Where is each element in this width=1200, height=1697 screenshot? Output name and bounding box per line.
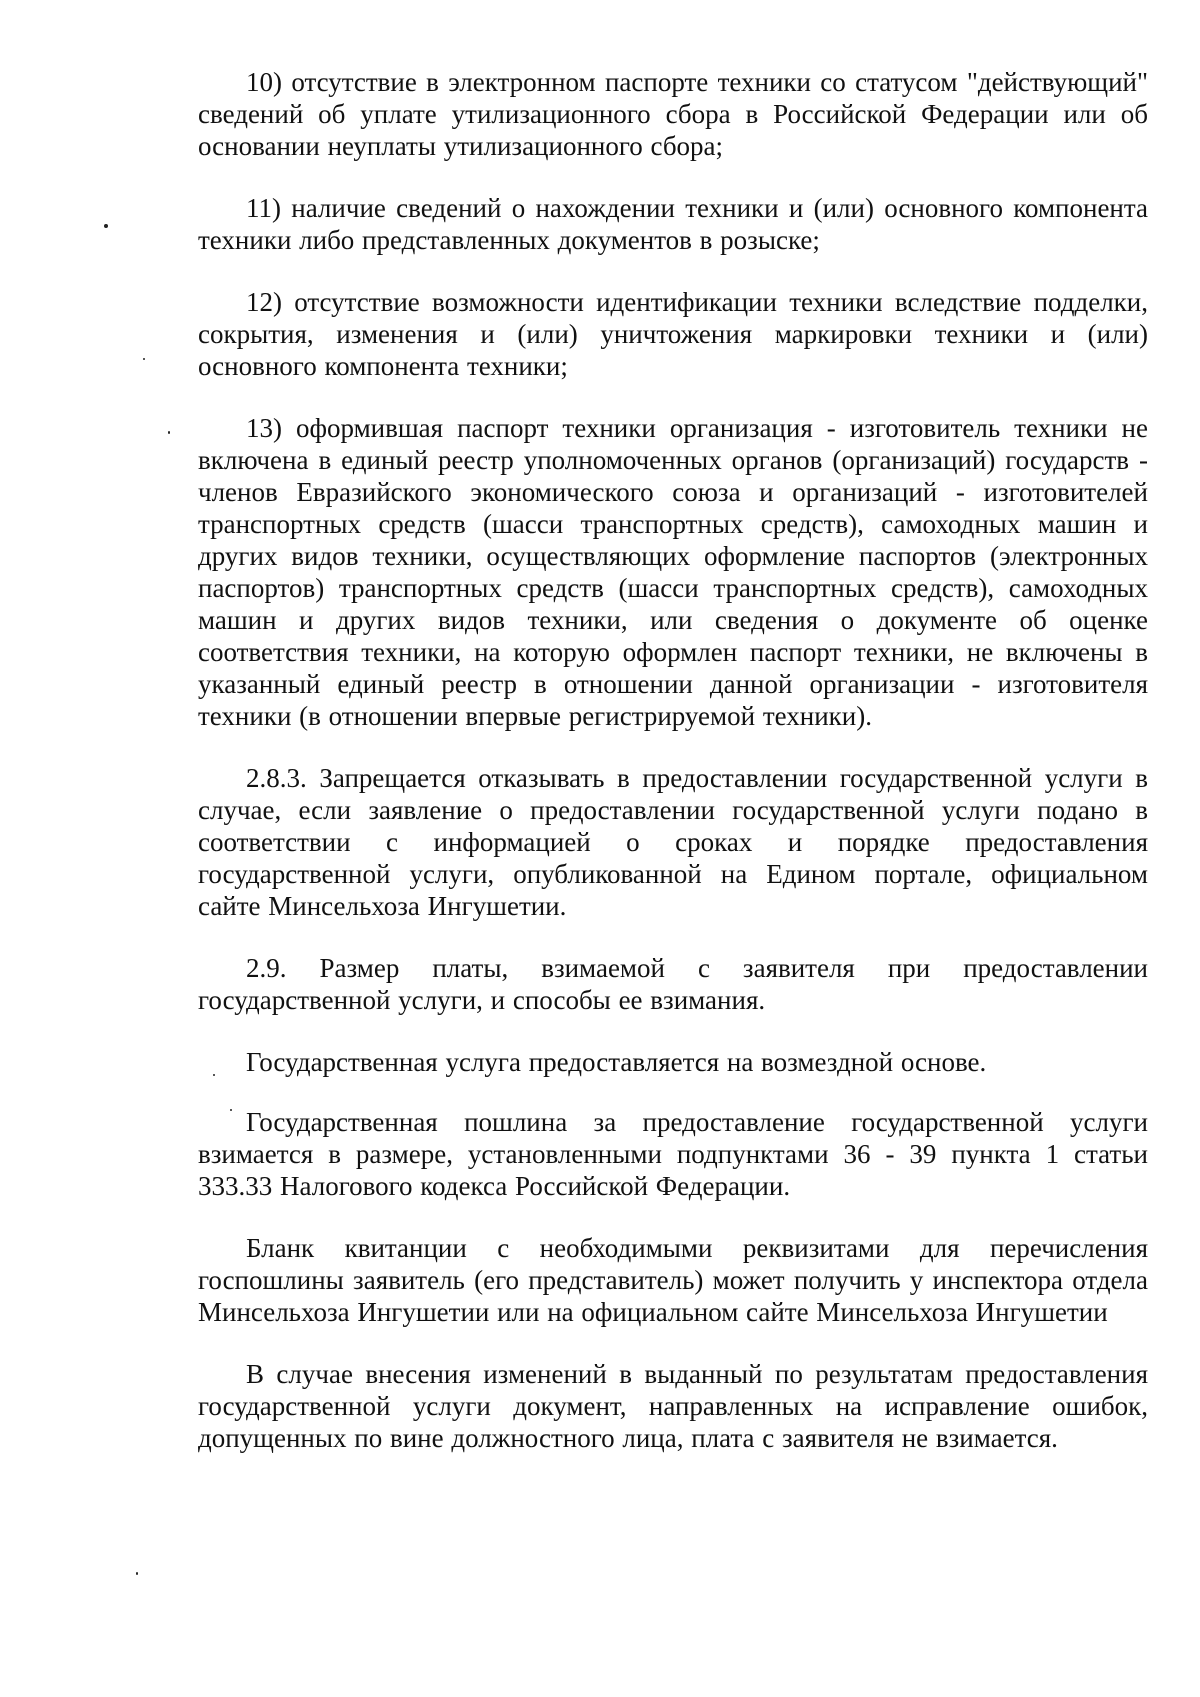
paragraph-section-2-9: 2.9. Размер платы, взимаемой с заявителя при предоставлении государственной услуги, и способы ее взимания. bbox=[198, 953, 1148, 1015]
paragraph-item-11: 11) наличие сведений о нахождении техники и (или) основного компонента техники либо представленных документов в розыске; bbox=[198, 193, 1148, 255]
scan-speck bbox=[104, 224, 108, 228]
document-body bbox=[198, 66, 1148, 1484]
paragraph-item-13: 13) оформившая паспорт техники организация - изготовитель техники не включена в единый реестр уполномоченных органов (организаций) государств - членов Евразийского экономического союза и организаций - изготовителей транспортных средств (шасси транспортных средств), самоходных машин и других видов техники, осуществляющих оформление паспортов (электронных паспортов) транспортных средств (шасси транспортных средств), самоходных машин и других видов техники, или сведения о документе об оценке соответствия техники, на которую оформлен паспорт техники, не включены в указанный единый реестр в отношении данной организации - изготовителя техники (в отношении впервые регистрируемой техники). bbox=[198, 413, 1148, 731]
paragraph-state-duty: Государственная пошлина за предоставление государственной услуги взимается в размере, установленными подпунктами 36 - 39 пункта 1 статьи 333.33 Налогового кодекса Российской Федерации. bbox=[198, 1107, 1148, 1201]
scan-speck bbox=[136, 1572, 138, 1575]
paragraph-paid-basis: Государственная услуга предоставляется на возмездной основе. bbox=[246, 1047, 987, 1077]
paragraph-section-2-8-3: 2.8.3. Запрещается отказывать в предоставлении государственной услуги в случае, если заявление о предоставлении государственной услуги подано в соответствии с информацией о сроках и порядке предоставления государственной услуги, опубликованной на Едином портале, официальном сайте Минсельхоза Ингушетии. bbox=[198, 763, 1148, 921]
paragraph-item-10: 10) отсутствие в электронном паспорте техники со статусом "действующий" сведений об уплате утилизационного сбора в Российской Федерации или об основании неуплаты утилизационного сбора; bbox=[198, 67, 1148, 161]
scan-speck bbox=[230, 1109, 232, 1111]
paragraph-corrections: В случае внесения изменений в выданный по результатам предоставления государственной услуги документ, направленных на исправление ошибок, допущенных по вине должностного лица, плата с заявителя не взимается. bbox=[198, 1359, 1148, 1453]
scan-speck bbox=[213, 1074, 215, 1076]
paragraph-receipt-form: Бланк квитанции с необходимыми реквизитами для перечисления госпошлины заявитель (его представитель) может получить у инспектора отдела Минсельхоза Ингушетии или на официальном сайте Минсельхоза Ингушетии bbox=[198, 1233, 1148, 1327]
paragraph-item-12: 12) отсутствие возможности идентификации техники вследствие подделки, сокрытия, изменения и (или) уничтожения маркировки техники и (или) основного компонента техники; bbox=[198, 287, 1148, 381]
scan-speck bbox=[143, 358, 145, 360]
scan-speck bbox=[168, 431, 170, 434]
